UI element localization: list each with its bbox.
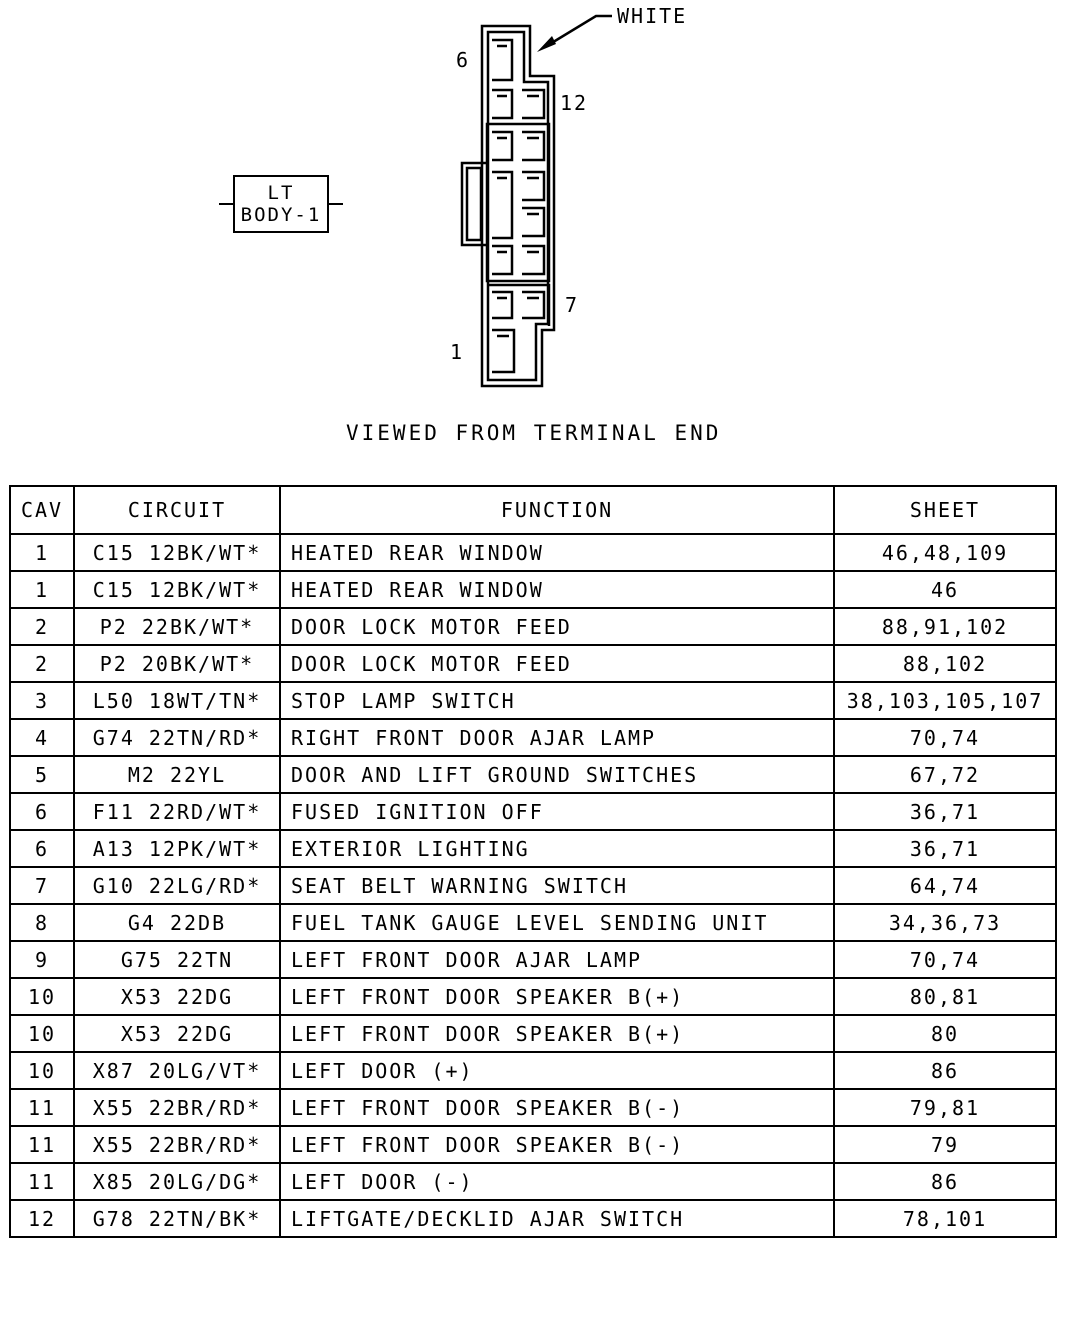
- cav-cell: 1: [10, 571, 74, 608]
- cav-cell: 2: [10, 645, 74, 682]
- sheet-cell: 46: [834, 571, 1056, 608]
- function-cell: LEFT FRONT DOOR SPEAKER B(-): [280, 1126, 834, 1163]
- sheet-cell: 38,103,105,107: [834, 682, 1056, 719]
- circuit-cell: X55 22BR/RD*: [74, 1089, 280, 1126]
- sheet-cell: 80: [834, 1015, 1056, 1052]
- cav-cell: 1: [10, 534, 74, 571]
- pin-label-1: 1: [450, 340, 465, 364]
- pin-label-6: 6: [456, 48, 471, 72]
- header-sheet: SHEET: [834, 486, 1056, 534]
- table-row: [10, 534, 1056, 571]
- function-cell: DOOR LOCK MOTOR FEED: [280, 608, 834, 645]
- table-row: [10, 867, 1056, 904]
- cav-cell: 5: [10, 756, 74, 793]
- function-cell: STOP LAMP SWITCH: [280, 682, 834, 719]
- table-row: [10, 719, 1056, 756]
- circuit-cell: P2 20BK/WT*: [74, 645, 280, 682]
- sheet-cell: 36,71: [834, 793, 1056, 830]
- view-caption: VIEWED FROM TERMINAL END: [346, 421, 722, 445]
- table-row: [10, 682, 1056, 719]
- function-cell: LEFT FRONT DOOR AJAR LAMP: [280, 941, 834, 978]
- function-cell: RIGHT FRONT DOOR AJAR LAMP: [280, 719, 834, 756]
- connector-box-right-tick: [329, 203, 343, 205]
- table-row: [10, 1163, 1056, 1200]
- cav-cell: 6: [10, 793, 74, 830]
- circuit-cell: X53 22DG: [74, 1015, 280, 1052]
- circuit-cell: X53 22DG: [74, 978, 280, 1015]
- sheet-cell: 34,36,73: [834, 904, 1056, 941]
- sheet-cell: 86: [834, 1052, 1056, 1089]
- table-row: [10, 608, 1056, 645]
- circuit-cell: A13 12PK/WT*: [74, 830, 280, 867]
- circuit-cell: X87 20LG/VT*: [74, 1052, 280, 1089]
- sheet-cell: 46,48,109: [834, 534, 1056, 571]
- sheet-cell: 64,74: [834, 867, 1056, 904]
- sheet-cell: 70,74: [834, 941, 1056, 978]
- circuit-cell: G75 22TN: [74, 941, 280, 978]
- pin-label-7: 7: [565, 293, 580, 317]
- sheet-cell: 88,91,102: [834, 608, 1056, 645]
- table-row: [10, 978, 1056, 1015]
- pin-label-12: 12: [560, 91, 589, 115]
- cav-cell: 10: [10, 1015, 74, 1052]
- circuit-cell: C15 12BK/WT*: [74, 571, 280, 608]
- sheet-cell: 88,102: [834, 645, 1056, 682]
- function-cell: LEFT FRONT DOOR SPEAKER B(+): [280, 978, 834, 1015]
- connector-name-box: [233, 175, 329, 233]
- function-cell: HEATED REAR WINDOW: [280, 534, 834, 571]
- cav-cell: 11: [10, 1126, 74, 1163]
- table-body: [10, 534, 1056, 1237]
- circuit-cell: G4 22DB: [74, 904, 280, 941]
- function-cell: LEFT FRONT DOOR SPEAKER B(+): [280, 1015, 834, 1052]
- circuit-cell: F11 22RD/WT*: [74, 793, 280, 830]
- cav-cell: 6: [10, 830, 74, 867]
- circuit-cell: P2 22BK/WT*: [74, 608, 280, 645]
- function-cell: FUSED IGNITION OFF: [280, 793, 834, 830]
- function-cell: DOOR LOCK MOTOR FEED: [280, 645, 834, 682]
- cav-cell: 11: [10, 1163, 74, 1200]
- connector-color-label: WHITE: [617, 4, 688, 28]
- table-row: [10, 645, 1056, 682]
- header-cav: CAV: [10, 486, 74, 534]
- function-cell: LEFT FRONT DOOR SPEAKER B(-): [280, 1089, 834, 1126]
- function-cell: EXTERIOR LIGHTING: [280, 830, 834, 867]
- circuit-cell: X55 22BR/RD*: [74, 1126, 280, 1163]
- header-circuit: CIRCUIT: [74, 486, 280, 534]
- connector-outline: [0, 0, 1072, 460]
- circuit-cell: G10 22LG/RD*: [74, 867, 280, 904]
- circuit-cell: M2 22YL: [74, 756, 280, 793]
- circuit-cell: X85 20LG/DG*: [74, 1163, 280, 1200]
- table-row: [10, 1200, 1056, 1237]
- table-row: [10, 1052, 1056, 1089]
- function-cell: LIFTGATE/DECKLID AJAR SWITCH: [280, 1200, 834, 1237]
- table-row: [10, 756, 1056, 793]
- table-row: [10, 941, 1056, 978]
- sheet-cell: 78,101: [834, 1200, 1056, 1237]
- cav-cell: 2: [10, 608, 74, 645]
- circuit-cell: L50 18WT/TN*: [74, 682, 280, 719]
- function-cell: DOOR AND LIFT GROUND SWITCHES: [280, 756, 834, 793]
- cav-cell: 11: [10, 1089, 74, 1126]
- table-row: [10, 830, 1056, 867]
- connector-box-left-tick: [219, 203, 233, 205]
- circuit-cell: G78 22TN/BK*: [74, 1200, 280, 1237]
- function-cell: HEATED REAR WINDOW: [280, 571, 834, 608]
- function-cell: FUEL TANK GAUGE LEVEL SENDING UNIT: [280, 904, 834, 941]
- connector-name-line1: LT: [267, 182, 295, 204]
- cav-cell: 10: [10, 1052, 74, 1089]
- function-cell: SEAT BELT WARNING SWITCH: [280, 867, 834, 904]
- table-row: [10, 1015, 1056, 1052]
- cav-cell: 7: [10, 867, 74, 904]
- sheet-cell: 36,71: [834, 830, 1056, 867]
- sheet-cell: 79: [834, 1126, 1056, 1163]
- table-row: [10, 904, 1056, 941]
- sheet-cell: 70,74: [834, 719, 1056, 756]
- table-row: [10, 793, 1056, 830]
- connector-diagram: [0, 0, 1072, 460]
- sheet-cell: 86: [834, 1163, 1056, 1200]
- cav-cell: 10: [10, 978, 74, 1015]
- sheet-cell: 79,81: [834, 1089, 1056, 1126]
- table-row: [10, 1089, 1056, 1126]
- table-row: [10, 1126, 1056, 1163]
- connector-name-line2: BODY-1: [240, 204, 322, 226]
- header-function: FUNCTION: [280, 486, 834, 534]
- cav-cell: 8: [10, 904, 74, 941]
- cav-cell: 4: [10, 719, 74, 756]
- function-cell: LEFT DOOR (+): [280, 1052, 834, 1089]
- cavity-table: [9, 485, 1057, 1238]
- table-header-row: [10, 486, 1056, 534]
- cav-cell: 9: [10, 941, 74, 978]
- sheet-cell: 67,72: [834, 756, 1056, 793]
- circuit-cell: C15 12BK/WT*: [74, 534, 280, 571]
- cav-cell: 12: [10, 1200, 74, 1237]
- circuit-cell: G74 22TN/RD*: [74, 719, 280, 756]
- cav-cell: 3: [10, 682, 74, 719]
- function-cell: LEFT DOOR (-): [280, 1163, 834, 1200]
- table-row: [10, 571, 1056, 608]
- sheet-cell: 80,81: [834, 978, 1056, 1015]
